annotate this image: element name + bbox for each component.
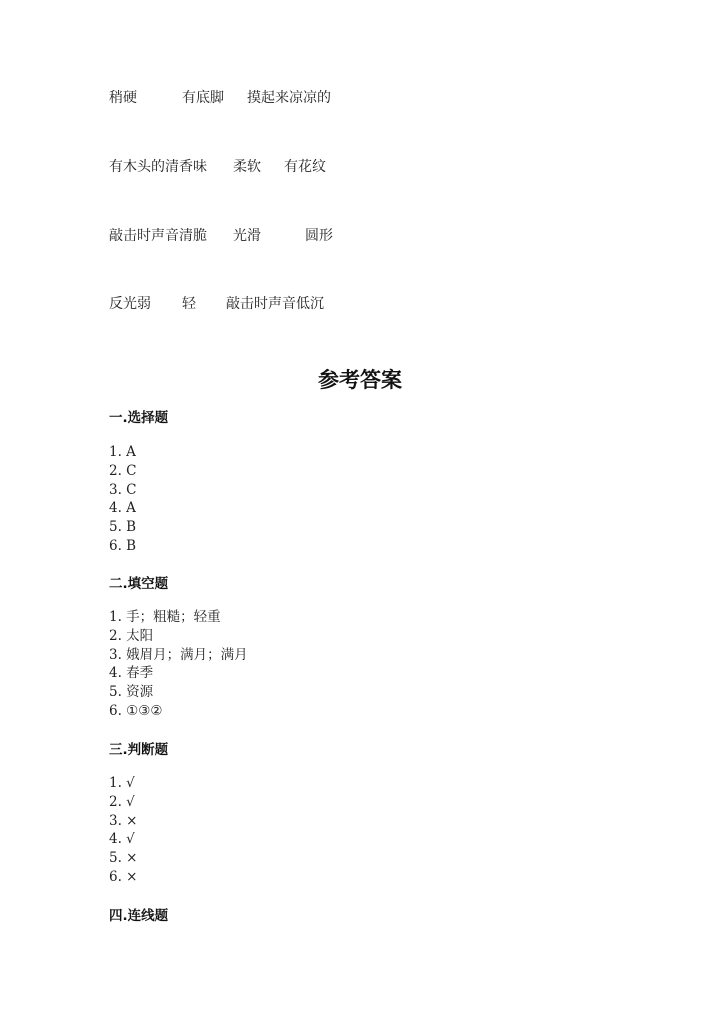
- list-item: 1. A: [109, 444, 136, 460]
- list-item: 6. B: [109, 537, 137, 554]
- section-heading-matching: 四.连线题: [109, 908, 169, 924]
- list-item: 4. A: [109, 500, 136, 517]
- section-heading-choice: 一.选择题: [109, 410, 169, 426]
- list-item: 2. √: [109, 793, 135, 810]
- matching-word: 圆形: [305, 228, 333, 244]
- matching-word: 摸起来凉凉的: [247, 90, 331, 106]
- list-item: 5. 资源: [109, 684, 154, 701]
- matching-word: 稍硬: [109, 90, 137, 106]
- list-item: 1. 手；粗糙；轻重: [109, 609, 221, 625]
- list-item: 5. B: [109, 519, 137, 536]
- list-item: 3. ×: [109, 812, 138, 829]
- matching-word: 敲击时声音清脆: [109, 228, 207, 244]
- matching-word: 反光弱: [109, 296, 151, 312]
- matching-word: 光滑: [233, 228, 261, 244]
- answer-list-fill-blank: [109, 608, 248, 721]
- list-item: 4. √: [109, 831, 135, 848]
- section-heading-fill-blank: 二.填空题: [109, 576, 169, 592]
- list-item: 6. ①③②: [109, 702, 163, 719]
- answer-list-true-false: [109, 774, 137, 887]
- list-item: 3. C: [109, 481, 137, 498]
- list-item: 6. ×: [109, 868, 138, 885]
- matching-word: 柔软: [233, 159, 261, 175]
- section-heading-true-false: 三.判断题: [109, 742, 169, 758]
- matching-word: 有底脚: [182, 90, 224, 106]
- list-item: 3. 娥眉月；满月；满月: [109, 646, 248, 663]
- matching-word: 轻: [182, 296, 196, 312]
- matching-word: 有木头的清香味: [109, 159, 207, 175]
- matching-word: 有花纹: [284, 159, 326, 175]
- matching-word: 敲击时声音低沉: [226, 296, 324, 312]
- list-item: 4. 春季: [109, 665, 154, 682]
- list-item: 2. C: [109, 462, 137, 479]
- answers-title: 参考答案: [318, 368, 402, 392]
- answer-list-choice: [109, 443, 137, 556]
- list-item: 5. ×: [109, 850, 138, 867]
- list-item: 1. √: [109, 775, 135, 791]
- list-item: 2. 太阳: [109, 627, 154, 644]
